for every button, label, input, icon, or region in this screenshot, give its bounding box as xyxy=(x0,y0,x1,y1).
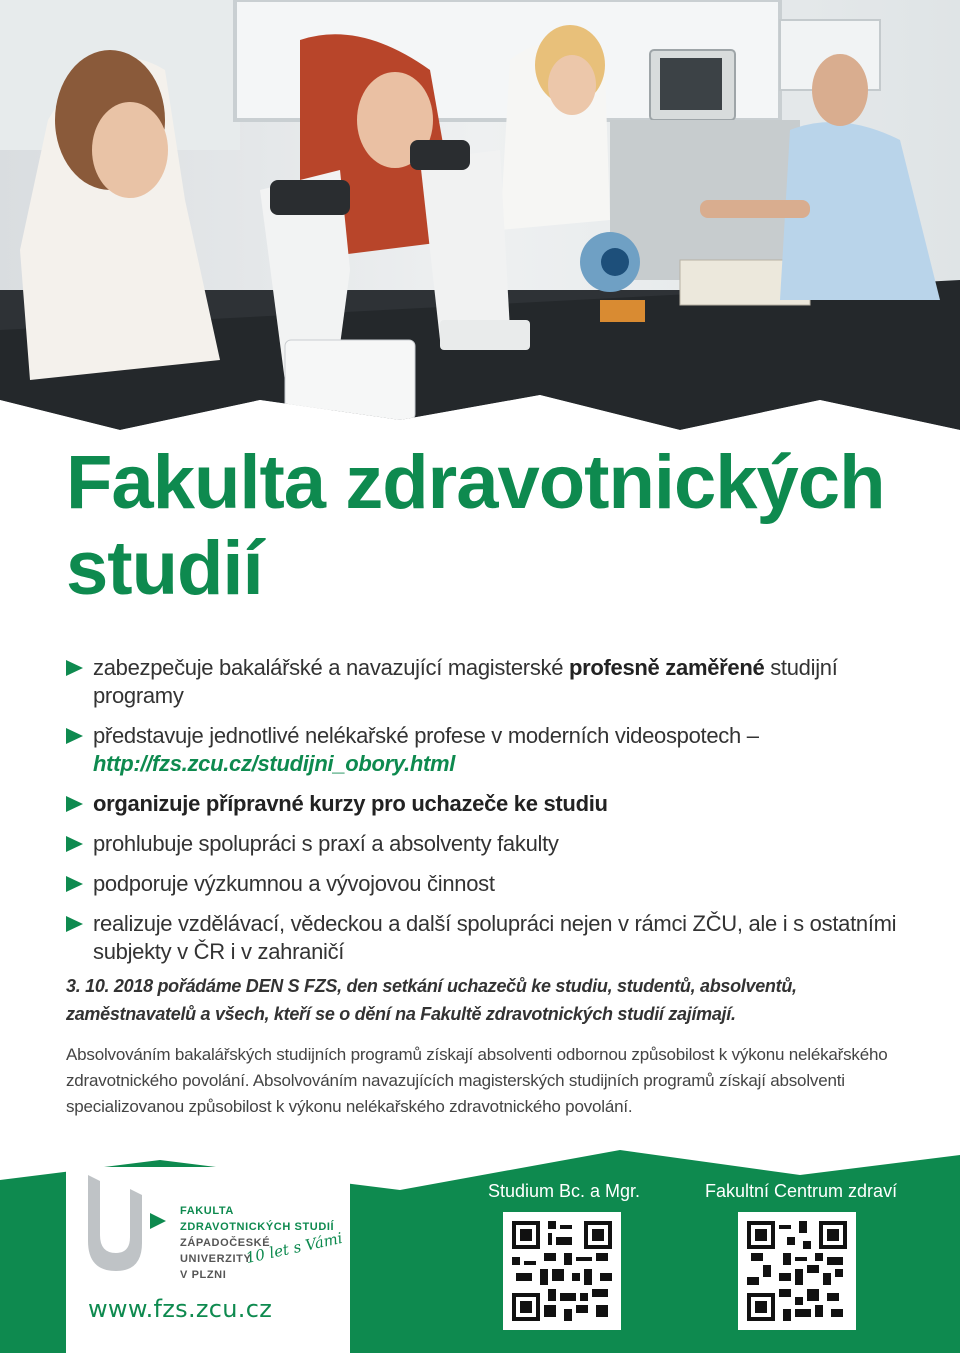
arrow-bullet-icon xyxy=(66,660,83,676)
arrow-bullet-icon xyxy=(66,836,83,852)
list-item xyxy=(66,722,906,778)
arrow-bullet-icon xyxy=(66,728,83,744)
website-link[interactable]: www.fzs.zcu.cz xyxy=(88,1295,273,1323)
bullet-6-text: realizuje vzdělávací, vědeckou a další spolupráci nejen v rámci ZČU, ale i s ostatními subjekty v ČR i v zahraničí xyxy=(93,911,897,964)
bullet-1-bold: profesně zaměřené xyxy=(568,655,765,680)
logo-text-line-3: ZÁPADOČESKÉ xyxy=(180,1237,271,1249)
qr-label-health-center: Fakultní Centrum zdraví xyxy=(705,1181,898,1201)
faculty-logo-card xyxy=(66,1167,350,1353)
arrow-bullet-icon xyxy=(66,796,83,812)
event-announcement: 3. 10. 2018 pořádáme DEN S FZS, den setkání uchazečů ke studiu, studentů, absolventů, zaměstnavatelů a všech, kteří se o dění na Fakultě zdravotnických studií zajímají. xyxy=(66,976,797,1024)
qr-label-study: Studium Bc. a Mgr. xyxy=(488,1181,641,1201)
bullet-2-text: představuje jednotlivé nelékařské profese v moderních videospotech – xyxy=(93,723,759,748)
page-title xyxy=(66,440,926,612)
bullet-1-pre: zabezpečuje bakalářské a navazující magisterské xyxy=(93,655,569,680)
arrow-bullet-icon xyxy=(66,876,83,892)
list-item xyxy=(66,870,906,898)
logo-arrow-icon xyxy=(150,1213,166,1229)
qr-code-study-icon xyxy=(512,1221,612,1321)
list-item xyxy=(66,910,906,966)
university-u-logo-icon xyxy=(86,1175,146,1275)
qr-code-study[interactable] xyxy=(503,1212,621,1330)
logo-text-line-1: FAKULTA xyxy=(180,1205,234,1217)
bullet-5-text: podporuje výzkumnou a vývojovou činnost xyxy=(93,871,495,896)
qr-code-health-center[interactable] xyxy=(738,1212,856,1330)
feature-list xyxy=(66,654,906,978)
list-item xyxy=(66,654,906,710)
bullet-4-text: prohlubuje spolupráci s praxí a absolventy fakulty xyxy=(93,831,559,856)
bullet-1-post: studijní programy xyxy=(93,655,838,708)
graduate-info-paragraph: Absolvováním bakalářských studijních programů získají absolventi odbornou způsobilost k výkonu nelékařského zdravotnického povolání. Absolvováním navazujících magisterských studijních programů získají absolventi specializovanou způsobilost k výkonu nelékařského zdravotnického povolání. xyxy=(66,1045,888,1116)
list-item xyxy=(66,790,906,818)
bullet-3-bold: organizuje přípravné kurzy pro uchazeče ke studiu xyxy=(93,791,608,816)
logo-text-line-4: UNIVERZITY xyxy=(180,1253,252,1265)
logo-text-line-2: ZDRAVOTNICKÝCH STUDIÍ xyxy=(180,1221,335,1233)
list-item xyxy=(66,830,906,858)
logo-text-line-5: V PLZNI xyxy=(180,1269,227,1281)
lab-photo xyxy=(0,0,960,440)
anniversary-signature: 10 let s Vámi xyxy=(244,1228,345,1267)
arrow-bullet-icon xyxy=(66,916,83,932)
study-programs-link[interactable]: http://fzs.zcu.cz/studijni_obory.html xyxy=(93,751,456,776)
qr-code-health-center-icon xyxy=(747,1221,847,1321)
title-line-2: studií xyxy=(66,526,263,611)
title-line-1: Fakulta zdravotnických xyxy=(66,440,885,525)
